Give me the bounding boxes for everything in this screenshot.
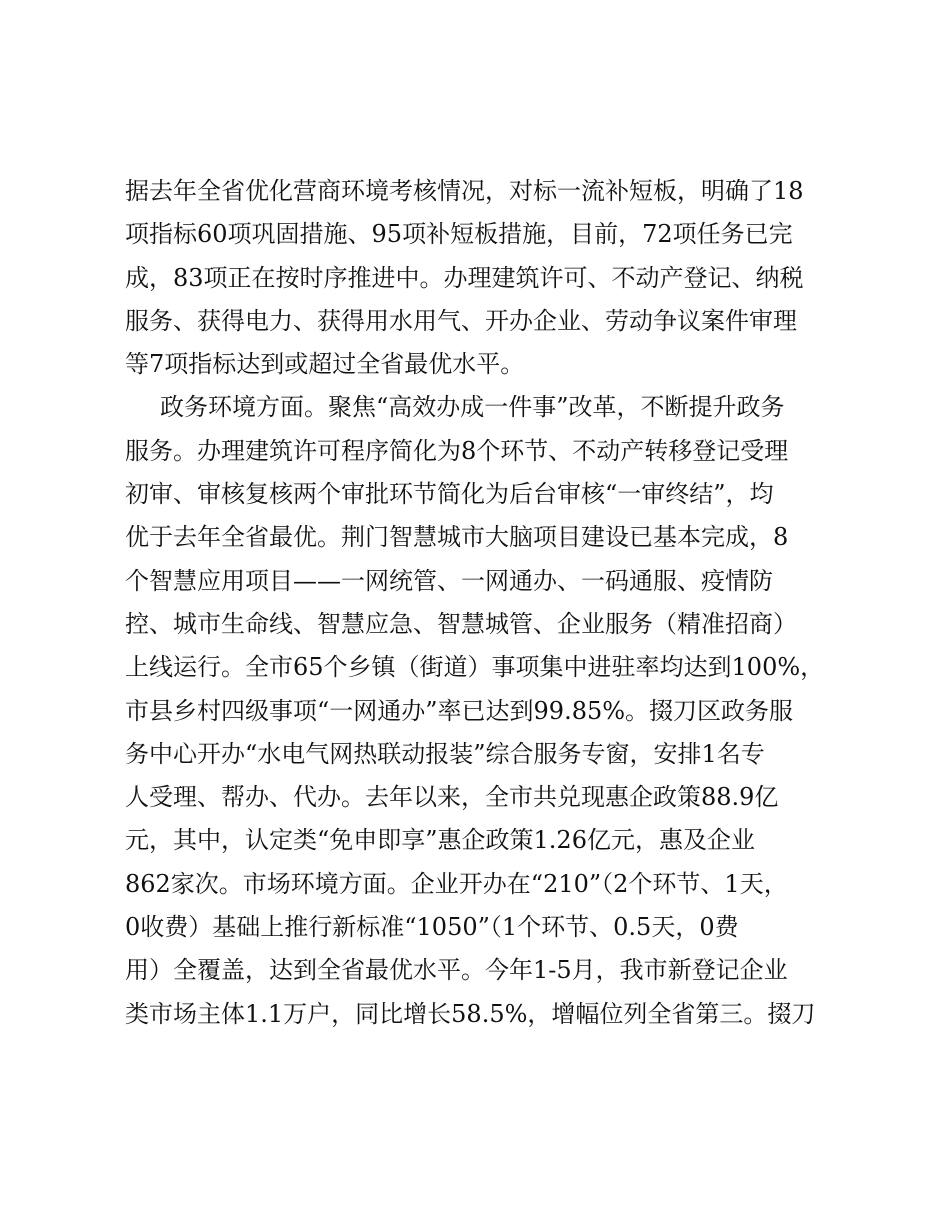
text-line: 项指标60项巩固措施、95项补短板措施，目前，72项任务已完: [125, 220, 793, 249]
text-line: 0收费）基础上推行新标准“1050”（1个环节、0.5天，0费: [125, 913, 739, 942]
text-line: 控、城市生命线、智慧应急、智慧城管、企业服务（精准招商）: [125, 609, 797, 638]
text-line: 据去年全省优化营商环境考核情况，对标一流补短板，明确了18: [125, 177, 804, 205]
text-line: 元，其中，认定类“免申即享”惠企政策1.26亿元，惠及企业: [125, 826, 755, 855]
text-line: 个智慧应用项目——一网统管、一网通办、一码通服、疫情防: [125, 566, 773, 595]
text-line: 类市场主体1.1万户，同比增长58.5%，增幅位列全省第三。掇刀: [125, 999, 816, 1028]
document-body: [125, 170, 830, 1036]
text-line: 等7项指标达到或超过全省最优水平。: [125, 350, 525, 379]
text-line: 优于去年全省最优。荆门智慧城市大脑项目建设已基本完成，8: [125, 523, 789, 552]
paragraph-first-line: 政务环境方面。聚焦“高效办成一件事”改革，不断提升政务: [160, 393, 785, 422]
text-line: 用）全覆盖，达到全省最优水平。今年1-5月，我市新登记企业: [125, 956, 788, 985]
text-line: 初审、审核复核两个审批环节简化为后台审核“一审终结”，均: [125, 480, 774, 509]
text-line: 862家次。市场环境方面。企业开办在“210”（2个环节、1天，: [125, 869, 788, 898]
text-line: 人受理、帮办、代办。去年以来，全市共兑现惠企政策88.9亿: [125, 783, 779, 812]
text-line: 市县乡村四级事项“一网通办”率已达到99.85%。掇刀区政务服: [125, 696, 794, 725]
text-line: 服务、获得电力、获得用水用气、开办企业、劳动争议案件审理: [125, 306, 797, 335]
text-line: 上线运行。全市65个乡镇（街道）事项集中进驻率均达到100%，: [125, 653, 825, 682]
text-line: 服务。办理建筑许可程序简化为8个环节、不动产转移登记受理: [125, 436, 789, 465]
text-line: 务中心开办“水电气网热联动报装”综合服务专窗，安排1名专: [125, 739, 765, 768]
text-line: 成，83项正在按时序推进中。办理建筑许可、不动产登记、纳税: [125, 263, 804, 292]
